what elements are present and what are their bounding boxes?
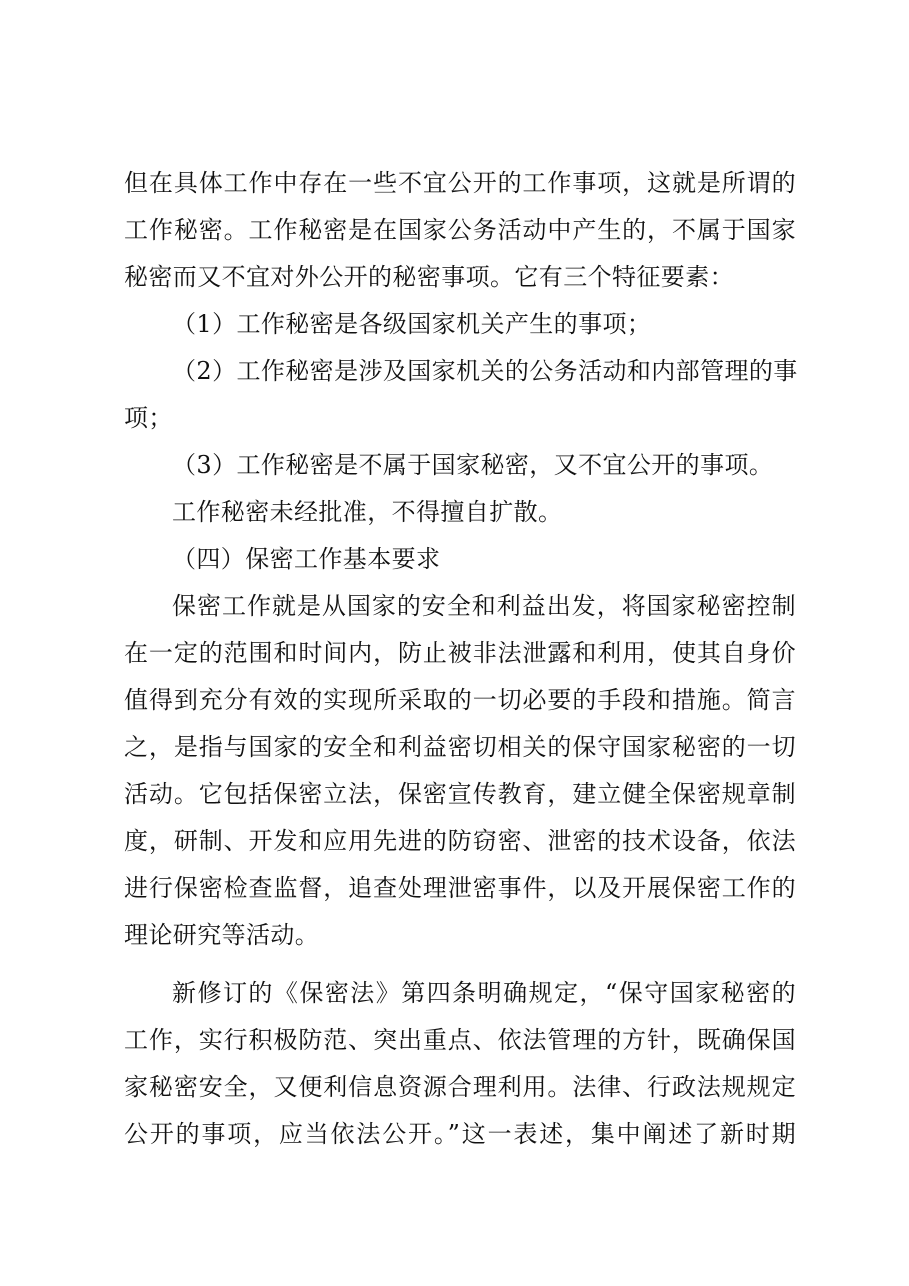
paragraph-line: 在一定的范围和时间内，防止被非法泄露和利用，使其自身价 [124, 639, 796, 667]
paragraph-line: 工作秘密。工作秘密是在国家公务活动中产生的，不属于国家 [124, 216, 796, 244]
paragraph-line: 但在具体工作中存在一些不宜公开的工作事项，这就是所谓的 [124, 169, 796, 197]
list-item-1: （1）工作秘密是各级国家机关产生的事项； [172, 310, 652, 338]
list-item-2: （2）工作秘密是涉及国家机关的公务活动和内部管理的事 [172, 357, 798, 385]
list-item-3: （3）工作秘密是不属于国家秘密，又不宜公开的事项。 [172, 451, 774, 479]
paragraph-line: 度，研制、开发和应用先进的防窃密、泄密的技术设备，依法 [124, 827, 796, 855]
paragraph-line: 保密工作就是从国家的安全和利益出发，将国家秘密控制 [172, 592, 796, 620]
paragraph-line: 工作秘密未经批准，不得擅自扩散。 [172, 498, 563, 526]
paragraph-line: 理论研究等活动。 [124, 921, 320, 949]
paragraph-spacer [124, 959, 796, 970]
paragraph-line: 公开的事项，应当依法公开。”这一表述，集中阐述了新时期 [124, 1120, 796, 1148]
document-body [124, 160, 796, 1158]
paragraph-line: 家秘密安全，又便利信息资源合理利用。法律、行政法规规定 [124, 1073, 796, 1101]
paragraph-line: 进行保密检查监督，追查处理泄密事件，以及开展保密工作的 [124, 874, 796, 902]
paragraph-line: 活动。它包括保密立法，保密宣传教育，建立健全保密规章制 [124, 780, 796, 808]
paragraph-line: 工作，实行积极防范、突出重点、依法管理的方针，既确保国 [124, 1026, 796, 1054]
section-heading: （四）保密工作基本要求 [172, 545, 441, 573]
paragraph-line: 值得到充分有效的实现所采取的一切必要的手段和措施。简言 [124, 686, 796, 714]
paragraph-line: 新修订的《保密法》第四条明确规定，“保守国家秘密的 [172, 979, 796, 1007]
paragraph-line: 秘密而又不宜对外公开的秘密事项。它有三个特征要素： [124, 263, 734, 291]
list-item-2-continuation: 项； [124, 404, 173, 432]
paragraph-line: 之，是指与国家的安全和利益密切相关的保守国家秘密的一切 [124, 733, 796, 761]
